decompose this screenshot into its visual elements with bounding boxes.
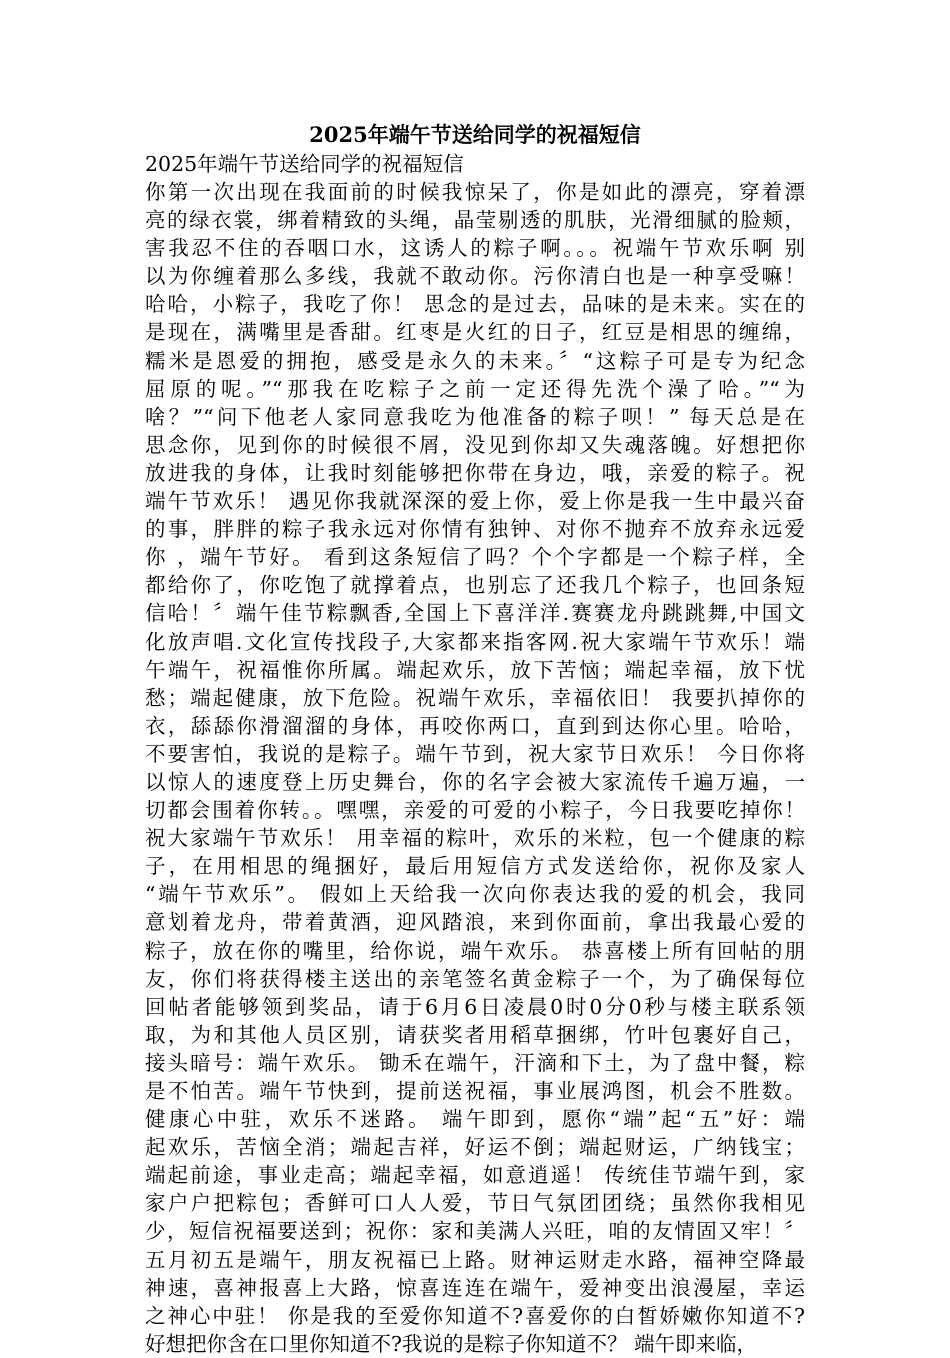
body-line: 健康心中驻，欢乐不迷路。 端午即到，愿你“端”起“五”好：端 [145,1107,805,1132]
body-line: 都给你了，你吃饱了就撑着点，也别忘了还我几个粽子，也回条短 [145,573,805,598]
body-line: 化放声唱.文化宣传找段子,大家都来指客网.祝大家端午节欢乐！端 [145,629,805,654]
body-line: 的事，胖胖的粽子我永远对你情有独钟、对你不抛弃不放弃永远爱 [145,517,805,542]
body-line: 屈原的呢。”“那我在吃粽子之前一定还得先洗个澡了哈。”“为 [145,376,805,401]
body-line: 好想把你含在口里你知道不?我说的是粽子你知道不？ 端午即来临， [145,1331,758,1356]
body-line: 糯米是恩爱的拥抱，感受是永久的未来。〞“这粽子可是专为纪念 [145,348,805,373]
body-line: 切都会围着你转。。嘿嘿，亲爱的可爱的小粽子，今日我要吃掉你！ [145,798,805,823]
body-line: 是现在，满嘴里是香甜。红枣是火红的日子，红豆是相思的缠绵， [145,320,805,345]
body-line: 少，短信祝福要送到；祝你：家和美满人兴旺，咱的友情固又牢！〞 [145,1219,805,1244]
body-line: 是不怕苦。端午节快到，提前送祝福，事业展鸿图，机会不胜数。 [145,1079,805,1103]
body-line: 接头暗号：端午欢乐。 锄禾在端午，汗滴和下土，为了盘中餐，粽 [145,1050,805,1075]
body-line: 友，你们将获得楼主送出的亲笔签名黄金粽子一个，为了确保每位 [145,966,805,991]
body-line: 愁；端起健康，放下危险。祝端午欢乐，幸福依旧！ 我要扒掉你的 [145,685,805,710]
body-line: 你 ，端午节好。 看到这条短信了吗？个个字都是一个粽子样，全 [145,545,805,570]
body-line: 起欢乐，苦恼全消；端起吉祥，好运不倒；端起财运，广纳钱宝； [145,1135,805,1160]
body-line: 粽子，放在你的嘴里，给你说，端午欢乐。 恭喜楼上所有回帖的朋 [145,938,805,963]
body-line: 害我忍不住的吞咽口水，这诱人的粽子啊。。。祝端午节欢乐啊 别 [145,236,805,261]
body-line: “端午节欢乐”。 假如上天给我一次向你表达我的爱的机会，我同 [145,882,805,907]
body-line: 回帖者能够领到奖品，请于6月6日凌晨0时0分0秒与楼主联系领 [145,994,805,1019]
body-line: 端起前途，事业走高；端起幸福，如意逍遥！ 传统佳节端午到，家 [145,1163,805,1188]
body-line: 信哈！〞端午佳节粽飘香,全国上下喜洋洋.赛赛龙舟跳跳舞,中国文 [145,601,805,626]
body-line: 不要害怕，我说的是粽子。端午节到，祝大家节日欢乐！ 今日你将 [145,741,805,766]
body-line: 以惊人的速度登上历史舞台，你的名字会被大家流传千遍万遍，一 [145,769,805,794]
body-line: 之神心中驻！ 你是我的至爱你知道不?喜爱你的白皙娇嫩你知道不? [145,1303,805,1328]
body-line: 思念你，见到你的时候很不屑，没见到你却又失魂落魄。好想把你 [145,432,805,457]
document-title: 2025年端午节送给同学的祝福短信 [309,122,641,147]
body-line: 啥？”“问下他老人家同意我吃为他准备的粽子呗！” 每天总是在 [145,404,805,429]
body-line: 子，在用相思的绳捆好，最后用短信方式发送给你，祝你及家人 [145,854,805,879]
body-line: 端午节欢乐！ 遇见你我就深深的爱上你，爱上你是我一生中最兴奋 [145,489,805,514]
document-body [145,178,805,1358]
document-subtitle: 2025年端午节送给同学的祝福短信 [145,152,464,176]
body-line: 神速，喜神报喜上大路，惊喜连连在端午，爱神变出浪漫屋，幸运 [145,1275,805,1300]
body-line: 意划着龙舟，带着黄酒，迎风踏浪，来到你面前，拿出我最心爱的 [145,910,805,935]
body-line: 你第一次出现在我面前的时候我惊呆了，你是如此的漂亮，穿着漂 [145,180,805,204]
body-line: 祝大家端午节欢乐！ 用幸福的粽叶，欢乐的米粒，包一个健康的粽 [145,826,805,851]
body-line: 以为你缠着那么多线，我就不敢动你。污你清白也是一种享受嘛！ [145,264,805,289]
body-line: 亮的绿衣裳，绑着精致的头绳，晶莹剔透的肌肤，光滑细腻的脸颊， [145,208,805,233]
body-line: 家户户把粽包；香鲜可口人人爱，节日气氛团团绕；虽然你我相见 [145,1191,805,1216]
body-line: 午端午，祝福惟你所属。端起欢乐，放下苦恼；端起幸福，放下忧 [145,657,805,682]
body-line: 放进我的身体，让我时刻能够把你带在身边，哦，亲爱的粽子。祝 [145,460,805,485]
body-line: 取，为和其他人员区别，请获奖者用稻草捆绑，竹叶包裹好自己， [145,1022,805,1047]
body-line: 哈哈，小粽子，我吃了你！ 思念的是过去，品味的是未来。实在的 [145,292,805,317]
body-line: 衣，舔舔你滑溜溜的身体，再咬你两口，直到到达你心里。哈哈， [145,713,805,738]
body-line: 五月初五是端午，朋友祝福已上路。财神运财走水路，福神空降最 [145,1247,805,1272]
